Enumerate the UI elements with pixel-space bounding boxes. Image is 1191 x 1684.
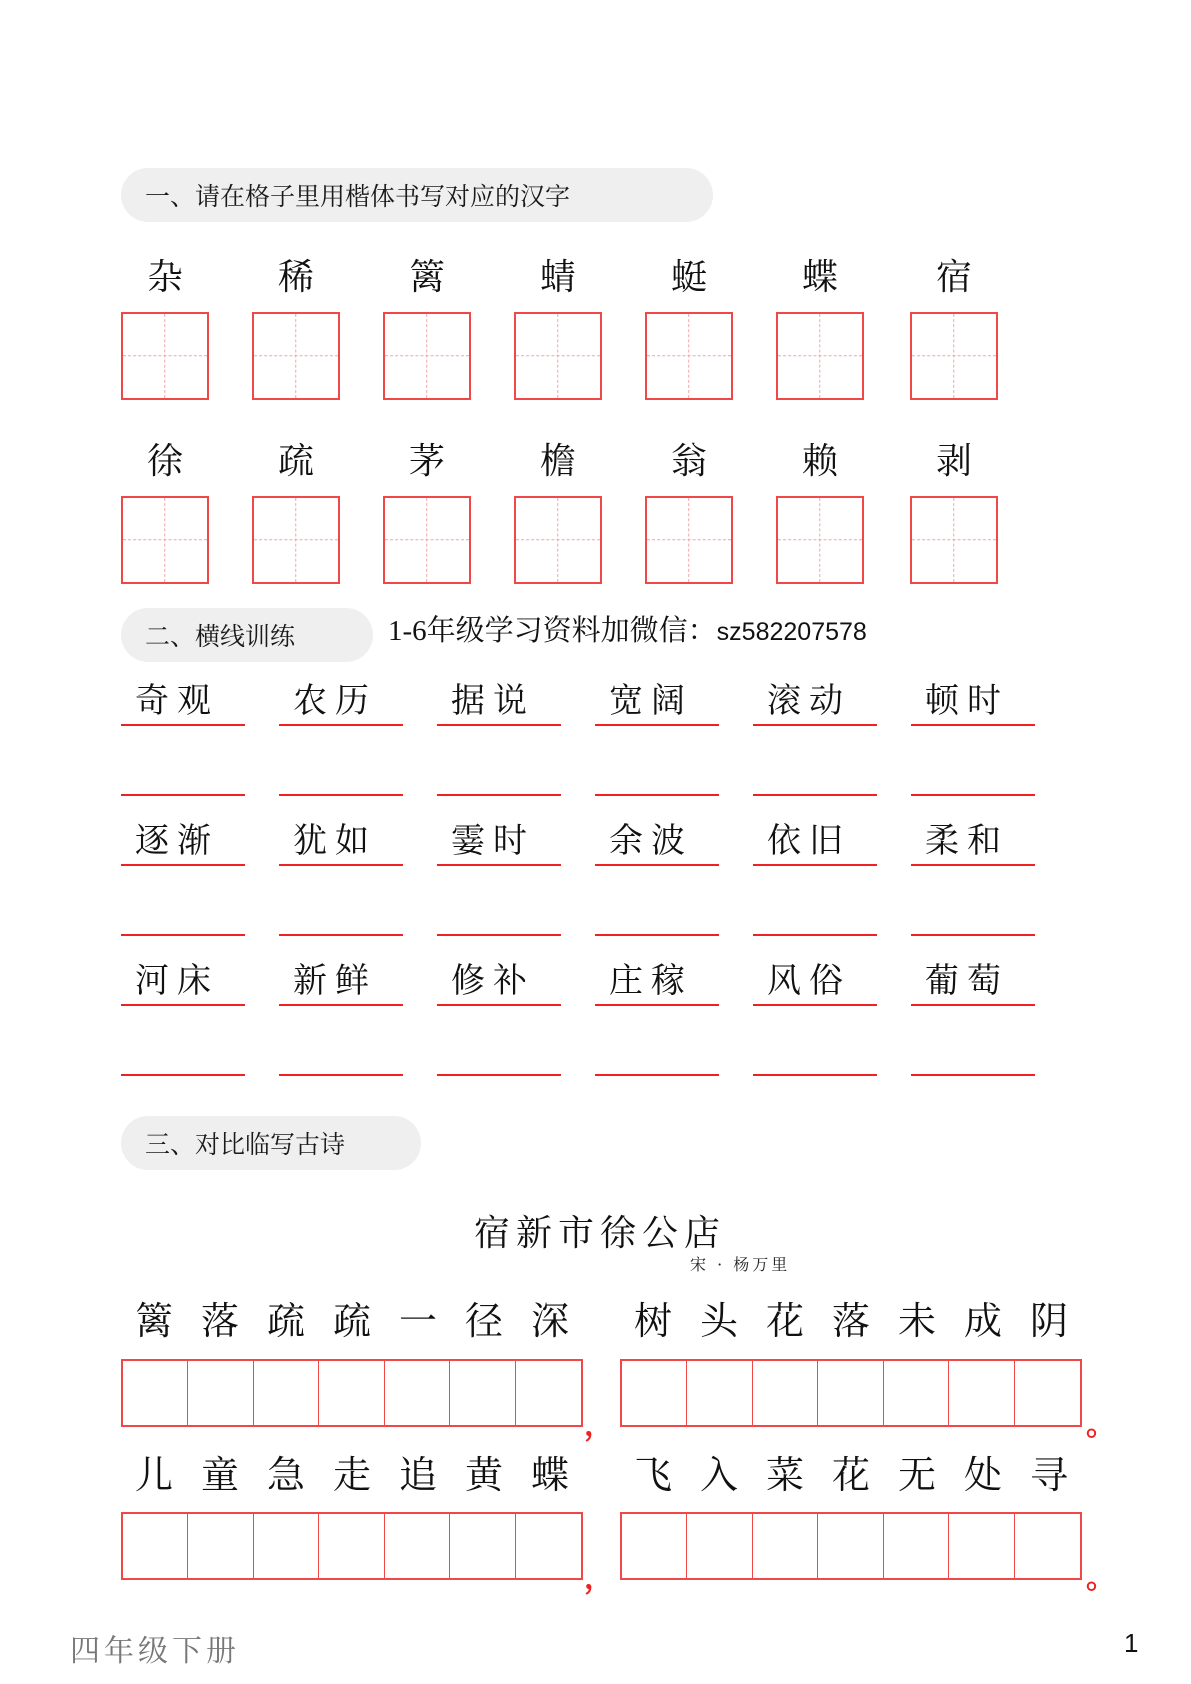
writing-grid[interactable]	[620, 1512, 1082, 1580]
writing-grid[interactable]	[121, 1359, 583, 1427]
tianzige-box[interactable]	[645, 312, 733, 400]
char-label: 檐	[539, 441, 576, 482]
writing-grid[interactable]	[121, 1512, 583, 1580]
poem-char: 儿	[134, 1453, 173, 1497]
grid-cell[interactable]	[188, 1514, 253, 1578]
tianzige-box[interactable]	[776, 496, 864, 584]
grid-cell[interactable]	[123, 1514, 188, 1578]
grid-cell[interactable]	[385, 1361, 450, 1425]
poem-char: 阴	[1029, 1299, 1068, 1343]
grid-cell[interactable]	[1015, 1514, 1080, 1578]
poem-char: 寻	[1029, 1453, 1068, 1497]
poem-title: 宿新市徐公店	[474, 1213, 727, 1254]
grid-cell[interactable]	[949, 1361, 1014, 1425]
writing-line[interactable]	[279, 794, 403, 796]
section3-heading	[121, 1116, 421, 1170]
grid-cell[interactable]	[687, 1361, 752, 1425]
writing-line[interactable]	[121, 934, 245, 936]
poem-char: 疏	[266, 1299, 305, 1343]
word-sample: 柔和	[911, 818, 1035, 866]
grid-cell[interactable]	[949, 1514, 1014, 1578]
word-sample: 余波	[595, 818, 719, 866]
tianzige-box[interactable]	[252, 496, 340, 584]
page-number: 1	[1124, 1628, 1139, 1658]
tianzige-box[interactable]	[383, 312, 471, 400]
char-label: 稀	[277, 257, 314, 298]
poem-line-sample	[620, 1293, 1082, 1349]
grid-cell[interactable]	[818, 1361, 883, 1425]
writing-line[interactable]	[279, 1074, 403, 1076]
poem-line-sample	[620, 1447, 1082, 1503]
char-label: 剥	[935, 441, 972, 482]
word-sample: 据说	[437, 678, 561, 726]
word-sample: 河床	[121, 958, 245, 1006]
writing-line[interactable]	[595, 794, 719, 796]
poem-char: 花	[765, 1299, 804, 1343]
period-mark: 。	[1086, 1408, 1116, 1443]
word-sample: 宽阔	[595, 678, 719, 726]
poem-char: 处	[963, 1453, 1002, 1497]
tianzige-box[interactable]	[252, 312, 340, 400]
writing-line[interactable]	[121, 1074, 245, 1076]
char-label: 赖	[801, 441, 838, 482]
grid-cell[interactable]	[450, 1514, 515, 1578]
grid-cell[interactable]	[319, 1514, 384, 1578]
grid-cell[interactable]	[1015, 1361, 1080, 1425]
poem-char: 树	[633, 1299, 672, 1343]
section2-heading-text: 二、横线训练	[145, 622, 296, 651]
poem-char: 花	[831, 1453, 870, 1497]
word-sample: 依旧	[753, 818, 877, 866]
promo-id: sz582207578	[716, 618, 867, 646]
section1-heading	[121, 168, 713, 222]
writing-line[interactable]	[279, 934, 403, 936]
poem-char: 追	[398, 1453, 437, 1497]
section1-heading-text: 一、请在格子里用楷体书写对应的汉字	[145, 182, 571, 211]
grid-cell[interactable]	[188, 1361, 253, 1425]
poem-char: 成	[963, 1299, 1002, 1343]
char-label: 杂	[146, 257, 183, 298]
tianzige-box[interactable]	[121, 496, 209, 584]
grid-cell[interactable]	[818, 1514, 883, 1578]
writing-line[interactable]	[437, 1074, 561, 1076]
poem-line-sample	[121, 1447, 583, 1503]
comma-mark: ，	[584, 1408, 614, 1443]
writing-line[interactable]	[911, 934, 1035, 936]
word-sample: 葡萄	[911, 958, 1035, 1006]
poem-char: 走	[332, 1453, 371, 1497]
poem-char: 童	[200, 1453, 239, 1497]
grid-cell[interactable]	[884, 1514, 949, 1578]
poem-char: 篱	[134, 1299, 173, 1343]
word-sample: 顿时	[911, 678, 1035, 726]
poem-char: 深	[530, 1299, 569, 1343]
char-label: 蜓	[670, 257, 707, 298]
char-label: 蝶	[801, 257, 838, 298]
char-label: 翁	[670, 441, 707, 482]
comma-mark: ，	[584, 1561, 614, 1596]
section3-heading-text: 三、对比临写古诗	[145, 1130, 346, 1159]
promo-label: 1-6年级学习资料加微信：	[388, 615, 717, 647]
grid-cell[interactable]	[753, 1361, 818, 1425]
poem-char: 入	[699, 1453, 738, 1497]
tianzige-box[interactable]	[514, 496, 602, 584]
grid-cell[interactable]	[516, 1361, 581, 1425]
word-sample: 庄稼	[595, 958, 719, 1006]
grid-cell[interactable]	[884, 1361, 949, 1425]
poem-author: 宋 · 杨万里	[690, 1255, 791, 1274]
char-label: 蜻	[539, 257, 576, 298]
grid-cell[interactable]	[319, 1361, 384, 1425]
period-mark: 。	[1086, 1561, 1116, 1596]
char-label: 徐	[146, 441, 183, 482]
poem-char: 飞	[633, 1453, 672, 1497]
word-sample: 新鲜	[279, 958, 403, 1006]
grid-cell[interactable]	[753, 1514, 818, 1578]
grid-cell[interactable]	[450, 1361, 515, 1425]
grid-cell[interactable]	[385, 1514, 450, 1578]
grid-cell[interactable]	[622, 1361, 687, 1425]
grid-cell[interactable]	[254, 1514, 319, 1578]
word-sample: 逐渐	[121, 818, 245, 866]
writing-grid[interactable]	[620, 1359, 1082, 1427]
tianzige-box[interactable]	[776, 312, 864, 400]
writing-line[interactable]	[911, 794, 1035, 796]
poem-char: 蝶	[530, 1453, 569, 1497]
writing-line[interactable]	[753, 794, 877, 796]
writing-line[interactable]	[437, 934, 561, 936]
grid-cell[interactable]	[622, 1514, 687, 1578]
writing-line[interactable]	[121, 794, 245, 796]
writing-line[interactable]	[911, 1074, 1035, 1076]
word-sample: 风俗	[753, 958, 877, 1006]
poem-char: 菜	[765, 1453, 804, 1497]
grade-label: 四年级下册	[70, 1634, 240, 1669]
promo-text	[388, 608, 867, 649]
poem-char: 无	[897, 1453, 936, 1497]
word-sample: 奇观	[121, 678, 245, 726]
poem-char: 疏	[332, 1299, 371, 1343]
tianzige-box[interactable]	[514, 312, 602, 400]
tianzige-box[interactable]	[910, 312, 998, 400]
poem-char: 黄	[464, 1453, 503, 1497]
poem-char: 未	[897, 1299, 936, 1343]
writing-line[interactable]	[437, 794, 561, 796]
char-label: 篱	[408, 257, 445, 298]
char-label: 茅	[408, 441, 445, 482]
char-label: 疏	[277, 441, 314, 482]
grid-cell[interactable]	[516, 1514, 581, 1578]
tianzige-box[interactable]	[645, 496, 733, 584]
word-sample: 滚动	[753, 678, 877, 726]
word-sample: 霎时	[437, 818, 561, 866]
writing-line[interactable]	[595, 934, 719, 936]
poem-line-sample	[121, 1293, 583, 1349]
writing-line[interactable]	[753, 1074, 877, 1076]
grid-cell[interactable]	[123, 1361, 188, 1425]
word-sample: 犹如	[279, 818, 403, 866]
grid-cell[interactable]	[254, 1361, 319, 1425]
poem-char: 径	[464, 1299, 503, 1343]
writing-line[interactable]	[753, 934, 877, 936]
char-label: 宿	[935, 257, 972, 298]
poem-char: 落	[200, 1299, 239, 1343]
tianzige-box[interactable]	[910, 496, 998, 584]
section2-heading	[121, 608, 373, 662]
grid-cell[interactable]	[687, 1514, 752, 1578]
writing-line[interactable]	[595, 1074, 719, 1076]
tianzige-box[interactable]	[383, 496, 471, 584]
poem-char: 急	[266, 1453, 305, 1497]
poem-char: 落	[831, 1299, 870, 1343]
word-sample: 农历	[279, 678, 403, 726]
word-sample: 修补	[437, 958, 561, 1006]
tianzige-box[interactable]	[121, 312, 209, 400]
poem-char: 头	[699, 1299, 738, 1343]
poem-char: 一	[398, 1299, 437, 1343]
